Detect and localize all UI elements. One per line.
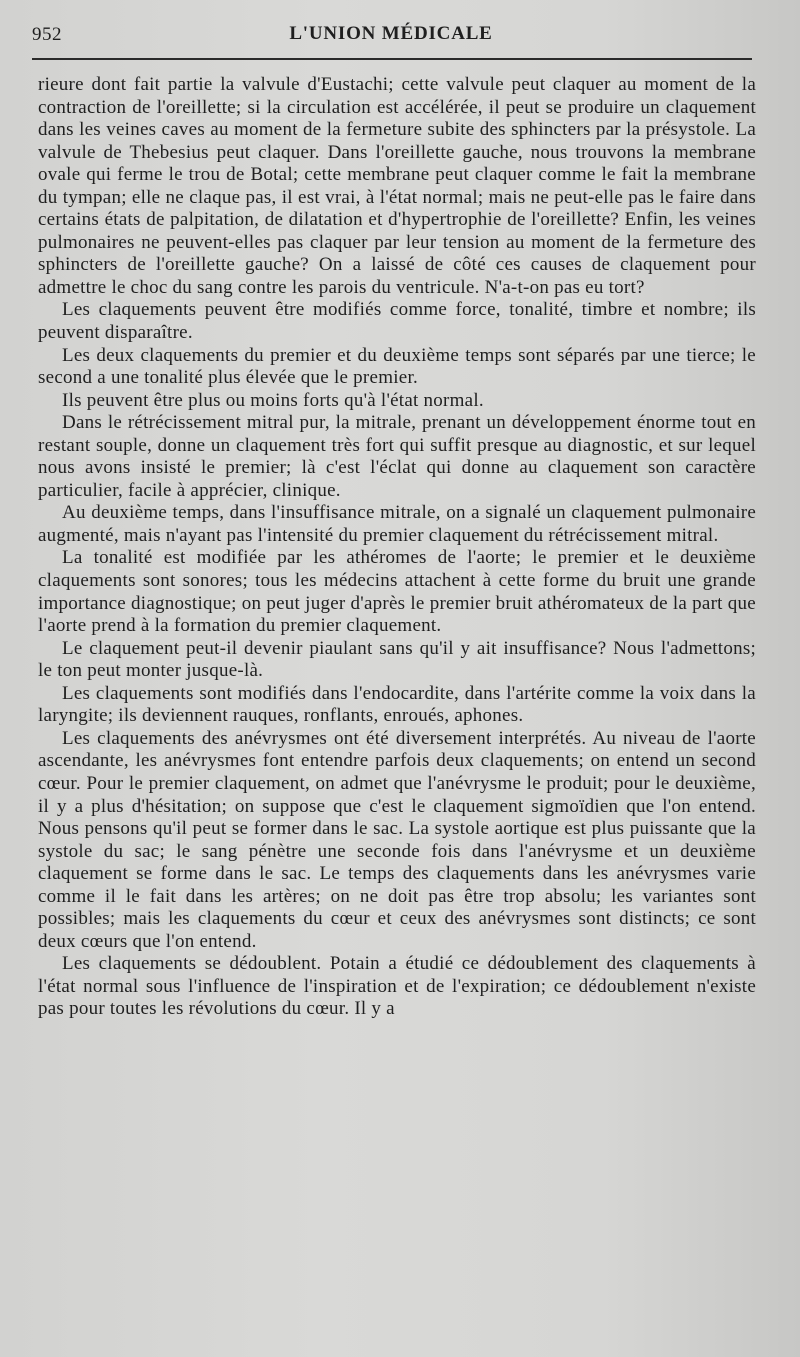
paragraph: Au deuxième temps, dans l'insuffisance mitrale, on a signalé un claquement pulmonaire augmenté, mais n'ayant pas l'intensité du premier claquement du rétrécissement mitral. (38, 502, 756, 546)
page-header (32, 20, 750, 50)
body-text (38, 74, 756, 1021)
paragraph: Dans le rétrécissement mitral pur, la mitrale, prenant un développement énorme tout en restant souple, donne un claquement très fort qui suffit presque au diagnostic, et sur lequel nous avons insisté le premier; là c'est l'éclat qui donne au claquement son caractère particulier, facile à apprécier, clinique. (38, 412, 756, 501)
paragraph: Les claquements des anévrysmes ont été diversement interprétés. Au niveau de l'aorte ascendante, les anévrysmes font entendre parfois deux claquements; on entend un second cœur. Pour le premier claquement, on admet que l'anévrysme le produit; pour le deuxième, il y a plus d'hésitation; on suppose que c'est le claquement sigmoïdien que l'on entend. Nous pensons qu'il peut se former dans le sac. La systole aortique est plus puissante que la systole du sac; le sang pénètre une seconde fois dans l'anévrysme et un deuxième claquement se forme dans le sac. Le temps des claquements dans les anévrysmes varie comme il le fait dans les artères; on ne doit pas être trop absolu; les variantes sont possibles; mais les claquements du cœur et ceux des anévrysmes sont distincts; ce sont deux cœurs que l'on entend. (38, 727, 756, 952)
paragraph: Les claquements se dédoublent. Potain a étudié ce dédoublement des claquements à l'état normal sous l'influence de l'inspiration et de l'expiration; ce dédoublement n'existe pas pour toutes les révolutions du cœur. Il y a (38, 953, 756, 1020)
paragraph: Ils peuvent être plus ou moins forts qu'à l'état normal. (62, 389, 484, 411)
running-title: L'UNION MÉDICALE (289, 23, 493, 44)
header-rule (32, 58, 752, 60)
paragraph: Les claquements sont modifiés dans l'endocardite, dans l'artérite comme la voix dans la laryngite; ils deviennent rauques, ronflants, enroués, aphones. (38, 682, 756, 727)
paragraph: Le claquement peut-il devenir piaulant sans qu'il y ait insuffisance? Nous l'admettons; le ton peut monter jusque-là. (38, 637, 756, 682)
page-number: 952 (32, 24, 62, 45)
paragraph: rieure dont fait partie la valvule d'Eustachi; cette valvule peut claquer au moment de la contraction de l'oreillette; si la circulation est accélérée, il peut se produire un claquement dans les veines caves au moment de la fermeture subite des sphincters par la présystole. La valvule de Thebesius peut claquer. Dans l'oreillette gauche, nous trouvons la membrane ovale qui ferme le trou de Botal; cette membrane peut claquer comme le fait la membrane du tympan; elle ne claque pas, il est vrai, à l'état normal; mais ne peut-elle pas le faire dans certains états de palpitation, de dilatation et d'hypertrophie de l'oreillette? Enfin, les veines pulmonaires ne peuvent-elles pas claquer par leur tension au moment de la fermeture des sphincters de l'oreillette gauche? On a laissé de côté ces causes de claquement pour admettre le choc du sang contre les parois du ventricule. N'a-t-on pas eu tort? (38, 74, 756, 298)
paragraph: La tonalité est modifiée par les athéromes de l'aorte; le premier et le deuxième claquements sont sonores; tous les médecins attachent à cette forme du bruit une grande importance diagnostique; on peut juger d'après le premier bruit athéromateux de la part que l'aorte prend à la formation du premier claquement. (38, 547, 756, 637)
paragraph: Les claquements peuvent être modifiés comme force, tonalité, timbre et nombre; ils peuvent disparaître. (38, 299, 756, 344)
paragraph: Les deux claquements du premier et du deuxième temps sont séparés par une tierce; le second a une tonalité plus élevée que le premier. (38, 344, 756, 389)
